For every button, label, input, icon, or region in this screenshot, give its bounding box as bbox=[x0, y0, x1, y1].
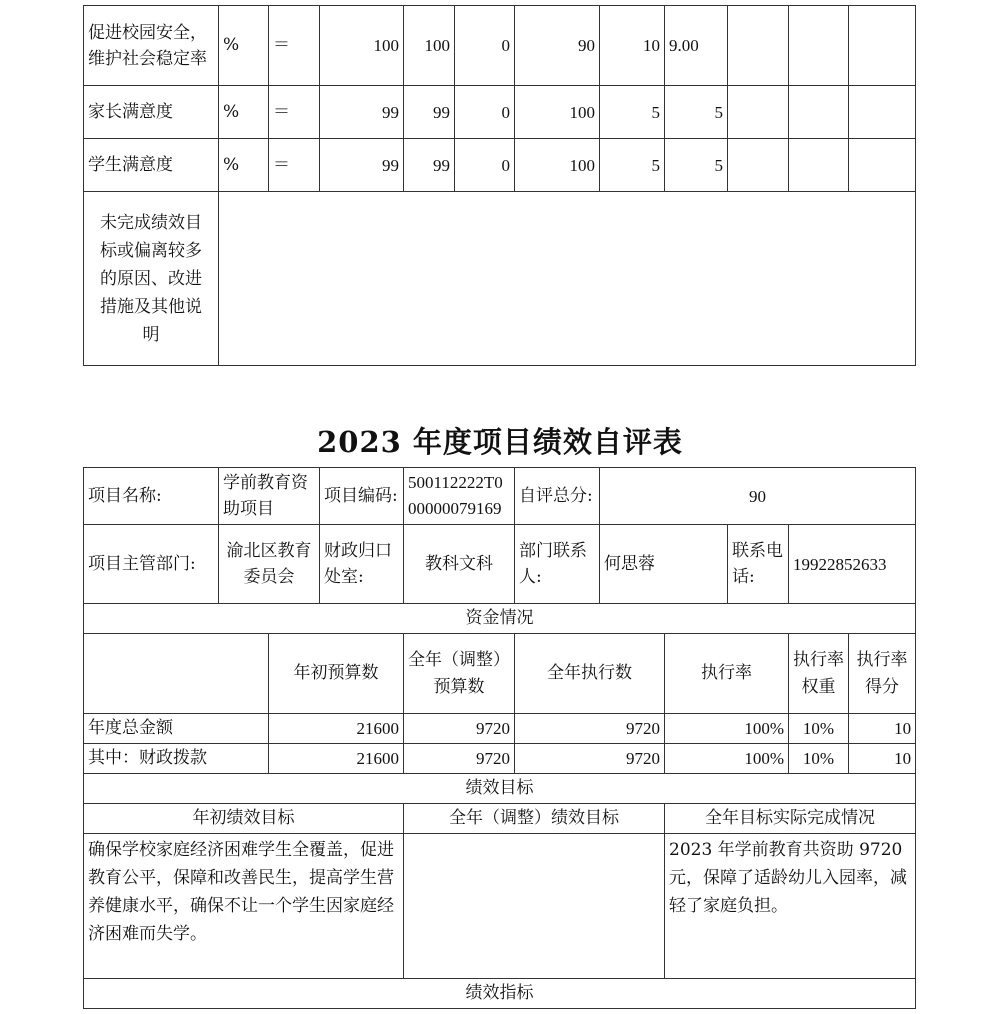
empty-cell bbox=[849, 86, 916, 139]
phone-label: 联系电话: bbox=[728, 525, 789, 604]
project-code-label: 项目编码: bbox=[320, 468, 404, 525]
indicator-actual: 99 bbox=[404, 139, 455, 192]
indicator-actual: 100 bbox=[404, 6, 455, 86]
finance-office-label: 财政归口处室: bbox=[320, 525, 404, 604]
phone-number: 19922852633 bbox=[789, 525, 916, 604]
rate-weight: 10% bbox=[789, 744, 849, 774]
empty-cell bbox=[789, 86, 849, 139]
remarks-row bbox=[84, 192, 916, 366]
remarks-label: 未完成绩效目标或偏离较多的原因、改进措施及其他说明 bbox=[84, 192, 219, 366]
initial-budget: 21600 bbox=[269, 714, 404, 744]
initial-goal-header: 年初绩效目标 bbox=[84, 804, 404, 834]
goals-header-row bbox=[84, 804, 916, 834]
completion-header: 全年目标实际完成情况 bbox=[665, 804, 916, 834]
exec-rate: 100% bbox=[665, 744, 789, 774]
completion-text: 2023 年学前教育共资助 9720 元，保障了适龄幼儿入园率，减轻了家庭负担。 bbox=[665, 834, 916, 979]
indicator-continuation-table bbox=[83, 5, 916, 366]
table-row bbox=[84, 744, 916, 774]
adjusted-goal-header: 全年（调整）绩效目标 bbox=[404, 804, 665, 834]
project-code: 500112222T000000079169 bbox=[404, 468, 515, 525]
rate-score-header: 执行率得分 bbox=[849, 634, 916, 714]
indicator-weight: 100 bbox=[515, 86, 600, 139]
funds-header-row bbox=[84, 634, 916, 714]
indicator-target: 99 bbox=[320, 139, 404, 192]
finance-office: 教科文科 bbox=[404, 525, 515, 604]
indicator-score: 5 bbox=[665, 86, 728, 139]
exec-rate-header: 执行率 bbox=[665, 634, 789, 714]
dept-label: 项目主管部门: bbox=[84, 525, 219, 604]
remarks-content bbox=[219, 192, 916, 366]
dept-name: 渝北区教育委员会 bbox=[219, 525, 320, 604]
funds-row-label: 其中：财政拨款 bbox=[84, 744, 269, 774]
table-row bbox=[84, 714, 916, 744]
form-title: 2023 年度项目绩效自评表 bbox=[317, 425, 683, 459]
empty-cell bbox=[789, 6, 849, 86]
goals-content-row bbox=[84, 834, 916, 979]
contact-label: 部门联系人: bbox=[515, 525, 600, 604]
rate-weight: 10% bbox=[789, 714, 849, 744]
indicator-actual: 99 bbox=[404, 86, 455, 139]
indicator-unit: % bbox=[219, 139, 269, 192]
funds-row-label: 年度总金额 bbox=[84, 714, 269, 744]
self-evaluation-table bbox=[83, 467, 916, 1009]
empty-cell bbox=[84, 634, 269, 714]
info-row bbox=[84, 468, 916, 525]
indicator-target: 100 bbox=[320, 6, 404, 86]
project-name-label: 项目名称: bbox=[84, 468, 219, 525]
indicator-score: 9.00 bbox=[665, 6, 728, 86]
indicator-operator: ＝ bbox=[269, 139, 320, 192]
table-row bbox=[84, 139, 916, 192]
empty-cell bbox=[728, 86, 789, 139]
empty-cell bbox=[728, 6, 789, 86]
rate-score: 10 bbox=[849, 714, 916, 744]
indicator-weight: 100 bbox=[515, 139, 600, 192]
rate-weight-header: 执行率权重 bbox=[789, 634, 849, 714]
executed-header: 全年执行数 bbox=[515, 634, 665, 714]
indicator-operator: ＝ bbox=[269, 6, 320, 86]
indicator-weight: 90 bbox=[515, 6, 600, 86]
indicator-score-weight: 5 bbox=[600, 139, 665, 192]
adjusted-budget-header: 全年（调整）预算数 bbox=[404, 634, 515, 714]
indicator-unit: % bbox=[219, 86, 269, 139]
indicator-target: 99 bbox=[320, 86, 404, 139]
indicator-score-weight: 10 bbox=[600, 6, 665, 86]
rate-score: 10 bbox=[849, 744, 916, 774]
initial-budget-header: 年初预算数 bbox=[269, 634, 404, 714]
goals-section-label: 绩效目标 bbox=[84, 774, 916, 804]
section-header-row bbox=[84, 979, 916, 1009]
indicator-name: 家长满意度 bbox=[84, 86, 219, 139]
indicator-name: 促进校园安全，维护社会稳定率 bbox=[84, 6, 219, 86]
exec-rate: 100% bbox=[665, 714, 789, 744]
empty-cell bbox=[849, 139, 916, 192]
table-row bbox=[84, 86, 916, 139]
section-header-row bbox=[84, 774, 916, 804]
contact-name: 何思蓉 bbox=[600, 525, 728, 604]
indicator-operator: ＝ bbox=[269, 86, 320, 139]
indicator-name: 学生满意度 bbox=[84, 139, 219, 192]
indicator-deviation: 0 bbox=[455, 6, 515, 86]
empty-cell bbox=[728, 139, 789, 192]
adjusted-goal-text bbox=[404, 834, 665, 979]
indicators-section-label: 绩效指标 bbox=[84, 979, 916, 1009]
project-name: 学前教育资助项目 bbox=[219, 468, 320, 525]
section-header-row bbox=[84, 604, 916, 634]
indicator-unit: % bbox=[219, 6, 269, 86]
empty-cell bbox=[789, 139, 849, 192]
indicator-score-weight: 5 bbox=[600, 86, 665, 139]
info-row bbox=[84, 525, 916, 604]
indicator-deviation: 0 bbox=[455, 86, 515, 139]
self-score: 90 bbox=[600, 468, 916, 525]
adjusted-budget: 9720 bbox=[404, 744, 515, 774]
initial-budget: 21600 bbox=[269, 744, 404, 774]
indicator-deviation: 0 bbox=[455, 139, 515, 192]
indicator-score: 5 bbox=[665, 139, 728, 192]
empty-cell bbox=[849, 6, 916, 86]
adjusted-budget: 9720 bbox=[404, 714, 515, 744]
executed-amount: 9720 bbox=[515, 744, 665, 774]
executed-amount: 9720 bbox=[515, 714, 665, 744]
self-score-label: 自评总分: bbox=[515, 468, 600, 525]
initial-goal-text: 确保学校家庭经济困难学生全覆盖，促进教育公平，保障和改善民生，提高学生营养健康水平，确保不让一个学生因家庭经济困难而失学。 bbox=[84, 834, 404, 979]
table-row bbox=[84, 6, 916, 86]
funds-section-label: 资金情况 bbox=[84, 604, 916, 634]
